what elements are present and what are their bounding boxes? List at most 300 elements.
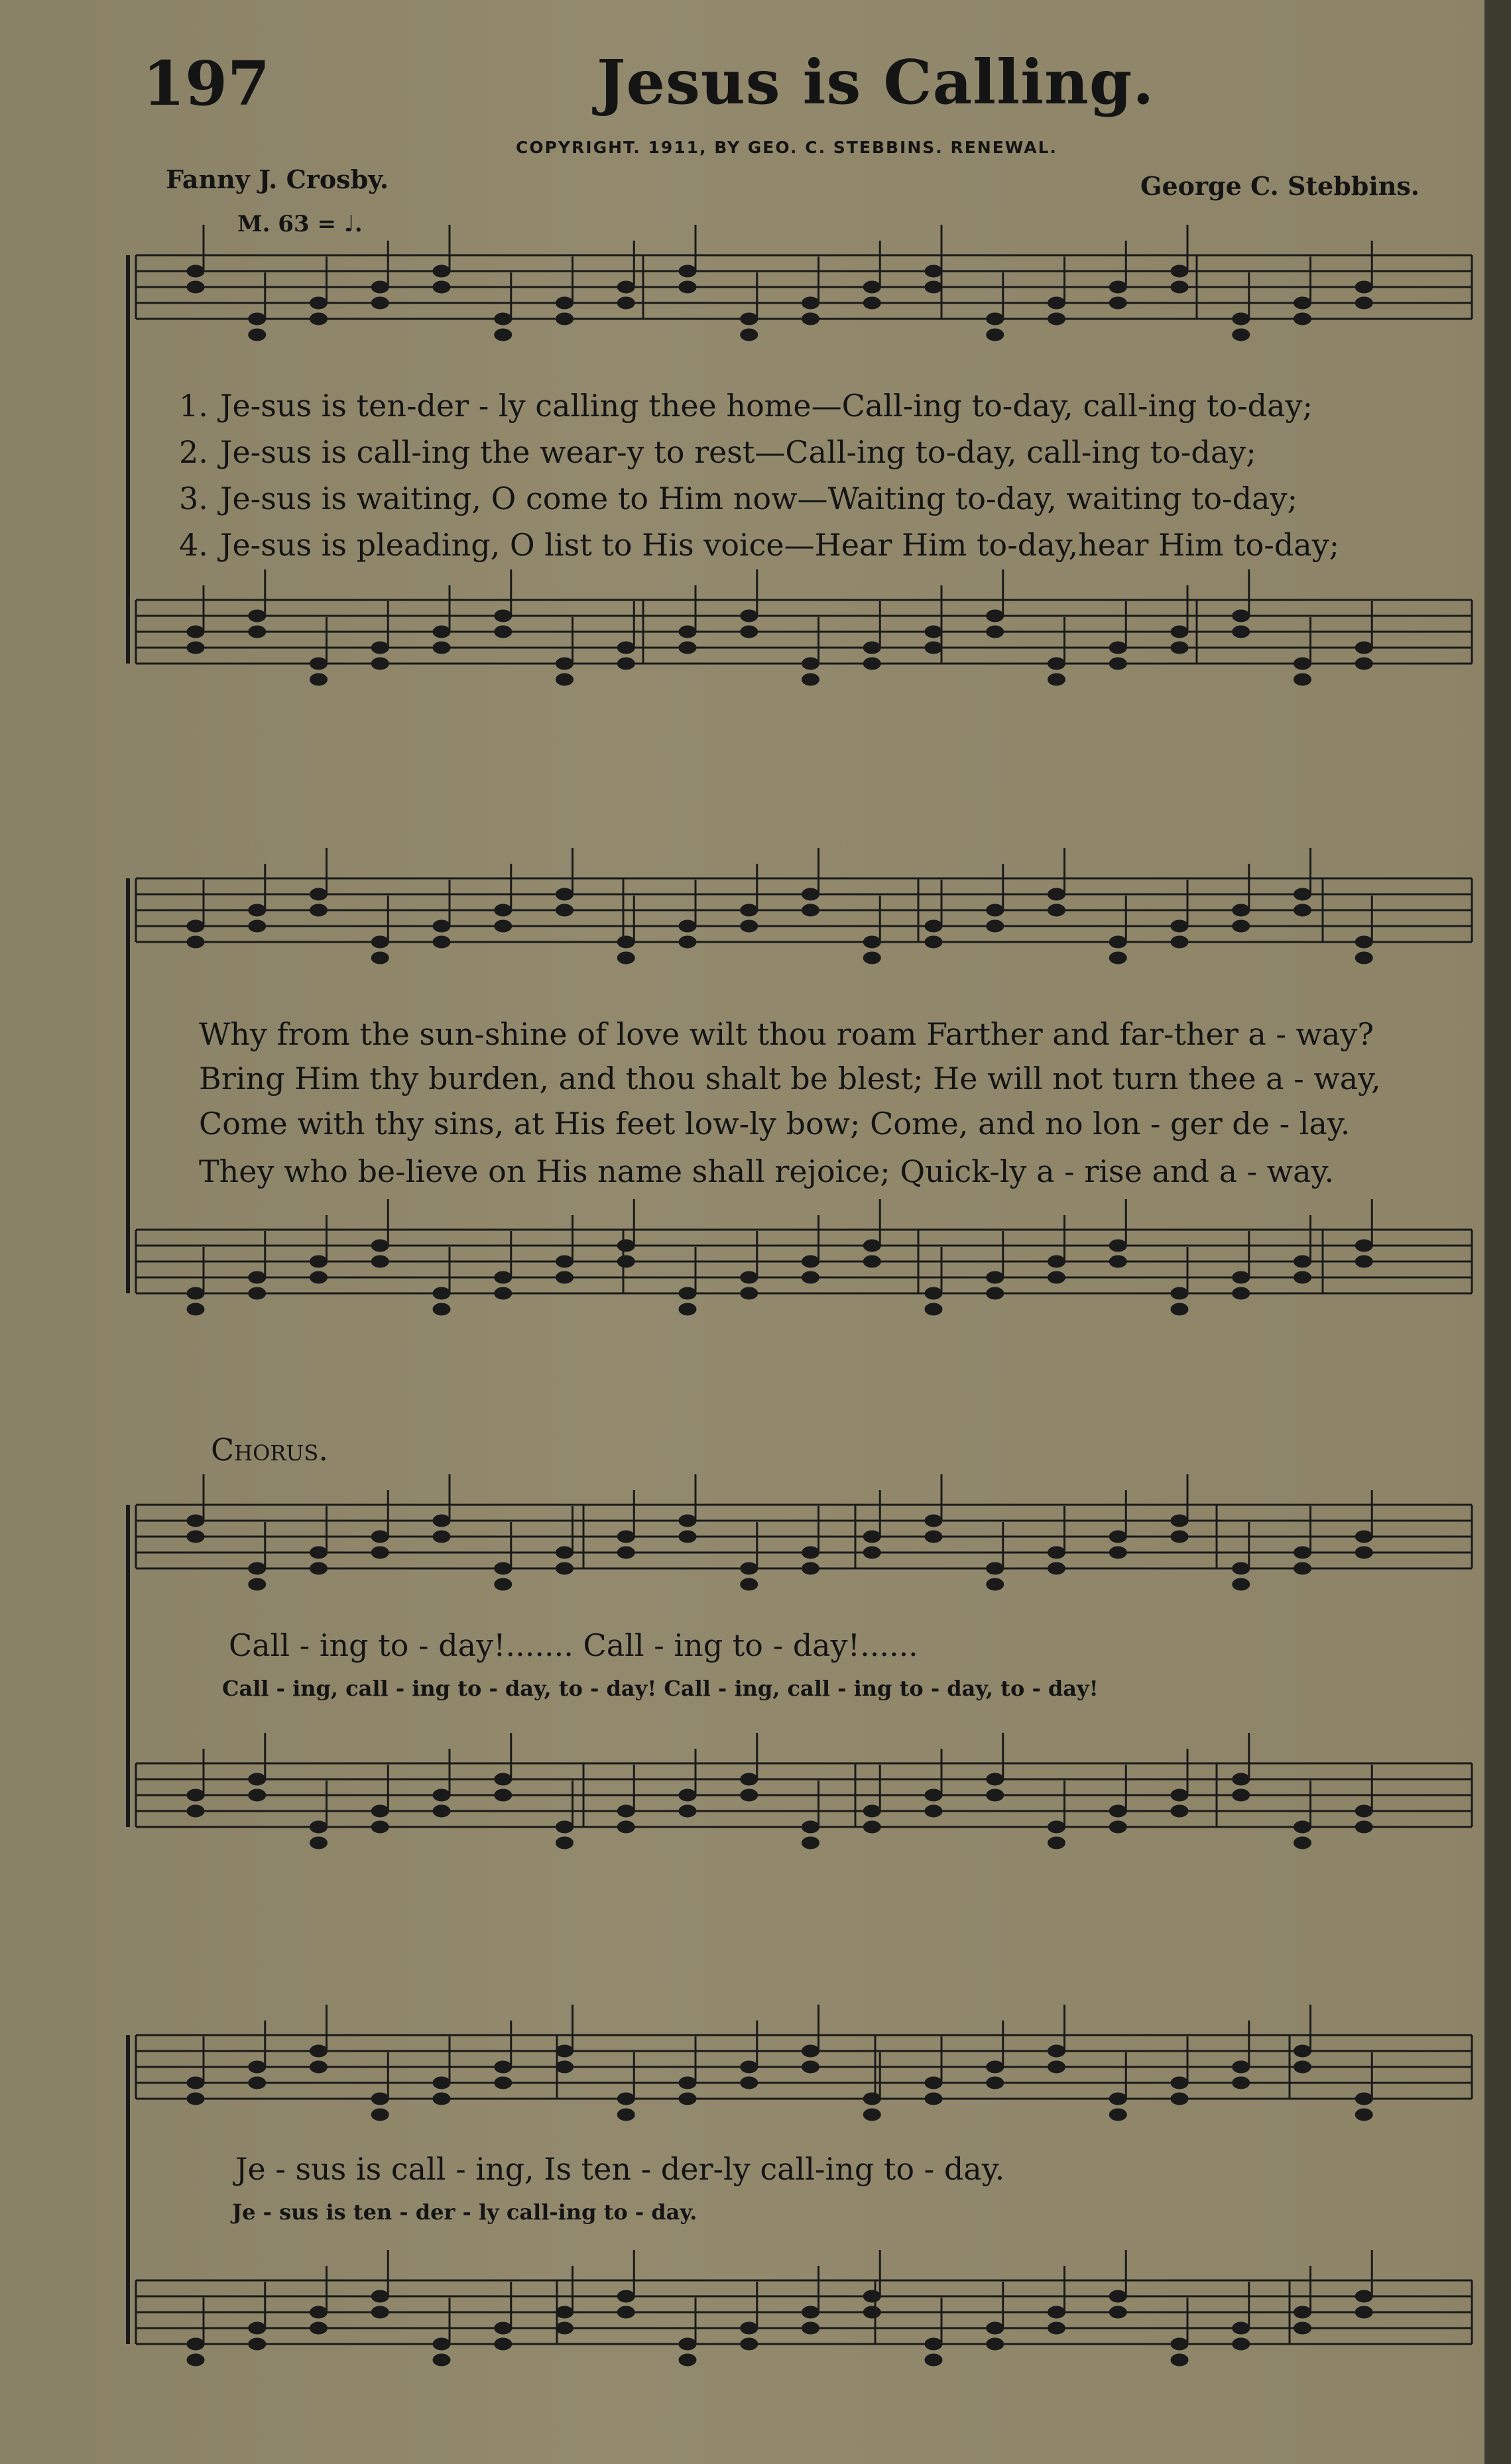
note-head bbox=[187, 1789, 204, 1801]
note-head bbox=[1233, 2061, 1250, 2073]
note-head bbox=[556, 2045, 574, 2057]
note-head bbox=[617, 1256, 635, 1267]
note-head bbox=[925, 920, 942, 932]
note-head bbox=[802, 2322, 819, 2334]
note-head bbox=[1109, 936, 1126, 948]
note-head bbox=[741, 2061, 758, 2073]
note-head bbox=[1171, 1287, 1188, 1299]
verse-text: Je-sus is call-ing the wear-y to rest—Call-ing to-day, call-ing to-day; bbox=[220, 434, 1256, 470]
verse-4-line-1 bbox=[179, 527, 1339, 563]
note-head bbox=[1171, 642, 1188, 654]
copyright-notice: COPYRIGHT. 1911, BY GEO. C. STEBBINS. RENEWAL. bbox=[516, 138, 1058, 157]
note-head bbox=[1294, 1271, 1311, 1283]
note-head bbox=[802, 1837, 819, 1849]
note-head bbox=[310, 2061, 328, 2073]
note-head bbox=[741, 2338, 758, 2350]
note-head bbox=[1355, 1531, 1372, 1543]
note-head bbox=[1355, 936, 1372, 948]
note-head bbox=[679, 1531, 696, 1543]
note-head bbox=[187, 1303, 204, 1315]
note-head bbox=[679, 2354, 696, 2366]
note-head bbox=[863, 2109, 880, 2121]
note-head bbox=[556, 2322, 574, 2334]
note-head bbox=[617, 297, 635, 309]
note-head bbox=[556, 313, 574, 325]
note-head bbox=[1355, 1805, 1372, 1817]
verse-number: 2. bbox=[179, 434, 208, 470]
note-head bbox=[741, 1562, 758, 1574]
note-head bbox=[617, 281, 635, 293]
note-head bbox=[1233, 1789, 1250, 1801]
note-head bbox=[987, 626, 1004, 638]
note-head bbox=[1233, 904, 1250, 916]
note-head bbox=[1294, 2045, 1311, 2057]
note-head bbox=[925, 281, 942, 293]
note-head bbox=[802, 1256, 819, 1267]
note-head bbox=[249, 2061, 266, 2073]
note-head bbox=[433, 920, 450, 932]
note-head bbox=[187, 1287, 204, 1299]
note-head bbox=[371, 642, 389, 654]
note-head bbox=[433, 2077, 450, 2089]
note-head bbox=[1355, 297, 1372, 309]
note-head bbox=[741, 920, 758, 932]
note-head bbox=[1171, 936, 1188, 948]
composer-credit: George C. Stebbins. bbox=[1140, 171, 1420, 201]
note-head bbox=[741, 313, 758, 325]
note-head bbox=[987, 2338, 1004, 2350]
note-head bbox=[249, 1789, 266, 1801]
note-head bbox=[249, 329, 266, 341]
note-head bbox=[802, 2306, 819, 2318]
note-head bbox=[1109, 1805, 1126, 1817]
note-head bbox=[187, 265, 204, 277]
note-head bbox=[1355, 1547, 1372, 1558]
note-head bbox=[187, 626, 204, 638]
note-head bbox=[863, 2093, 880, 2105]
note-head bbox=[925, 1303, 942, 1315]
note-head bbox=[371, 936, 389, 948]
chorus-echo-line-2: Je - sus is ten - der - ly call-ing to - day. bbox=[232, 2200, 697, 2225]
note-head bbox=[925, 642, 942, 654]
note-head bbox=[802, 2045, 819, 2057]
note-head bbox=[1109, 281, 1126, 293]
note-head bbox=[1355, 281, 1372, 293]
note-head bbox=[741, 2077, 758, 2089]
note-head bbox=[1048, 888, 1065, 900]
note-head bbox=[310, 1256, 328, 1267]
note-head bbox=[1048, 1547, 1065, 1558]
note-head bbox=[987, 1562, 1004, 1574]
note-head bbox=[987, 2077, 1004, 2089]
verse-3-line-2: Come with thy sins, at His feet low-ly bow; Come, and no lon - ger de - lay. bbox=[199, 1106, 1351, 1142]
note-head bbox=[863, 658, 880, 670]
note-head bbox=[495, 2338, 512, 2350]
note-head bbox=[371, 2093, 389, 2105]
note-head bbox=[741, 1789, 758, 1801]
note-head bbox=[1171, 2077, 1188, 2089]
note-head bbox=[1048, 1256, 1065, 1267]
note-head bbox=[802, 1547, 819, 1558]
note-head bbox=[987, 1773, 1004, 1785]
note-head bbox=[802, 888, 819, 900]
note-head bbox=[495, 1789, 512, 1801]
note-head bbox=[863, 952, 880, 964]
note-head bbox=[617, 2290, 635, 2302]
note-head bbox=[433, 281, 450, 293]
verse-number: 3. bbox=[179, 481, 208, 516]
note-head bbox=[371, 1547, 389, 1558]
note-head bbox=[310, 297, 328, 309]
note-head bbox=[617, 658, 635, 670]
verse-number: 1. bbox=[179, 388, 208, 424]
note-head bbox=[802, 1271, 819, 1283]
note-head bbox=[556, 1547, 574, 1558]
note-head bbox=[310, 1562, 328, 1574]
note-head bbox=[187, 642, 204, 654]
note-head bbox=[741, 2322, 758, 2334]
note-head bbox=[1048, 2322, 1065, 2334]
note-head bbox=[433, 265, 450, 277]
note-head bbox=[187, 1531, 204, 1543]
note-head bbox=[1171, 1789, 1188, 1801]
note-head bbox=[433, 642, 450, 654]
note-head bbox=[1233, 1773, 1250, 1785]
note-head bbox=[679, 281, 696, 293]
note-head bbox=[1048, 2045, 1065, 2057]
note-head bbox=[679, 920, 696, 932]
note-head bbox=[371, 1805, 389, 1817]
note-head bbox=[433, 1789, 450, 1801]
note-head bbox=[1048, 1562, 1065, 1574]
note-head bbox=[1048, 2306, 1065, 2318]
note-head bbox=[987, 920, 1004, 932]
note-head bbox=[1233, 2077, 1250, 2089]
note-head bbox=[1171, 2354, 1188, 2366]
note-head bbox=[987, 2061, 1004, 2073]
note-head bbox=[371, 1821, 389, 1833]
note-head bbox=[187, 2354, 204, 2366]
note-head bbox=[802, 297, 819, 309]
verse-text: Je-sus is waiting, O come to Him now—Waiting to-day, waiting to-day; bbox=[220, 481, 1298, 516]
note-head bbox=[802, 904, 819, 916]
note-head bbox=[1233, 1271, 1250, 1283]
verse-2-line-1 bbox=[179, 434, 1256, 470]
note-head bbox=[987, 1287, 1004, 1299]
note-head bbox=[1294, 1256, 1311, 1267]
note-head bbox=[495, 1578, 512, 1590]
note-head bbox=[495, 2322, 512, 2334]
note-head bbox=[1109, 2306, 1126, 2318]
lyricist-credit: Fanny J. Crosby. bbox=[166, 164, 389, 194]
note-head bbox=[1048, 1821, 1065, 1833]
note-head bbox=[249, 904, 266, 916]
note-head bbox=[617, 2109, 635, 2121]
note-head bbox=[863, 1805, 880, 1817]
note-head bbox=[1355, 1821, 1372, 1833]
note-head bbox=[433, 626, 450, 638]
note-head bbox=[863, 1547, 880, 1558]
note-head bbox=[1355, 2290, 1372, 2302]
note-head bbox=[371, 1240, 389, 1252]
note-head bbox=[925, 265, 942, 277]
note-head bbox=[1109, 952, 1126, 964]
note-head bbox=[556, 1562, 574, 1574]
note-head bbox=[863, 1256, 880, 1267]
note-head bbox=[987, 313, 1004, 325]
note-head bbox=[1171, 1303, 1188, 1315]
note-head bbox=[1294, 658, 1311, 670]
note-head bbox=[863, 1821, 880, 1833]
note-head bbox=[1048, 297, 1065, 309]
note-head bbox=[1233, 2322, 1250, 2334]
note-head bbox=[987, 2322, 1004, 2334]
note-head bbox=[1048, 2061, 1065, 2073]
note-head bbox=[187, 281, 204, 293]
note-head bbox=[925, 2093, 942, 2105]
note-head bbox=[1048, 674, 1065, 685]
note-head bbox=[371, 952, 389, 964]
note-head bbox=[1233, 1578, 1250, 1590]
note-head bbox=[987, 904, 1004, 916]
note-head bbox=[617, 2306, 635, 2318]
note-head bbox=[495, 610, 512, 622]
note-head bbox=[925, 1805, 942, 1817]
note-head bbox=[987, 1578, 1004, 1590]
note-head bbox=[802, 2061, 819, 2073]
note-head bbox=[925, 1531, 942, 1543]
note-head bbox=[249, 1773, 266, 1785]
note-head bbox=[433, 2093, 450, 2105]
note-head bbox=[1109, 2093, 1126, 2105]
note-head bbox=[863, 642, 880, 654]
note-head bbox=[679, 1303, 696, 1315]
note-head bbox=[433, 1531, 450, 1543]
verse-2-line-2: Bring Him thy burden, and thou shalt be blest; He will not turn thee a - way, bbox=[199, 1061, 1381, 1096]
note-head bbox=[741, 904, 758, 916]
tempo-marking: M. 63 = ♩. bbox=[237, 211, 363, 237]
note-head bbox=[1294, 1562, 1311, 1574]
note-head bbox=[556, 658, 574, 670]
note-head bbox=[495, 329, 512, 341]
note-head bbox=[1355, 2093, 1372, 2105]
note-head bbox=[1355, 642, 1372, 654]
note-head bbox=[925, 2338, 942, 2350]
note-head bbox=[1171, 920, 1188, 932]
note-head bbox=[1171, 281, 1188, 293]
note-head bbox=[433, 1515, 450, 1527]
note-head bbox=[1294, 2322, 1311, 2334]
verse-1-line-1 bbox=[179, 388, 1313, 424]
verse-4-line-2: They who be-lieve on His name shall rejoice; Quick-ly a - rise and a - way. bbox=[199, 1153, 1335, 1189]
note-head bbox=[679, 626, 696, 638]
note-head bbox=[741, 329, 758, 341]
note-head bbox=[1109, 297, 1126, 309]
note-head bbox=[1294, 2061, 1311, 2073]
note-head bbox=[1171, 626, 1188, 638]
note-head bbox=[863, 297, 880, 309]
hymn-number: 197 bbox=[143, 48, 271, 119]
note-head bbox=[863, 2290, 880, 2302]
note-head bbox=[679, 2338, 696, 2350]
verse-text: Je-sus is ten-der - ly calling thee home—Call-ing to-day, call-ing to-day; bbox=[220, 388, 1313, 424]
note-head bbox=[1233, 2338, 1250, 2350]
note-head bbox=[617, 1531, 635, 1543]
note-head bbox=[556, 297, 574, 309]
note-head bbox=[679, 1805, 696, 1817]
note-head bbox=[371, 297, 389, 309]
verse-3-line-1 bbox=[179, 481, 1298, 516]
note-head bbox=[987, 1789, 1004, 1801]
note-head bbox=[741, 1287, 758, 1299]
note-head bbox=[1294, 313, 1311, 325]
note-head bbox=[617, 1805, 635, 1817]
note-head bbox=[1233, 313, 1250, 325]
note-head bbox=[187, 1515, 204, 1527]
note-head bbox=[310, 1837, 328, 1849]
note-head bbox=[495, 920, 512, 932]
note-head bbox=[987, 610, 1004, 622]
note-head bbox=[433, 2338, 450, 2350]
note-head bbox=[371, 1531, 389, 1543]
note-head bbox=[495, 1287, 512, 1299]
note-head bbox=[1109, 642, 1126, 654]
note-head bbox=[556, 1271, 574, 1283]
note-head bbox=[310, 2045, 328, 2057]
note-head bbox=[495, 626, 512, 638]
note-head bbox=[617, 936, 635, 948]
note-head bbox=[863, 936, 880, 948]
note-head bbox=[556, 1837, 574, 1849]
note-head bbox=[249, 2322, 266, 2334]
note-head bbox=[249, 626, 266, 638]
note-head bbox=[863, 1240, 880, 1252]
note-head bbox=[1171, 1531, 1188, 1543]
note-head bbox=[1171, 2093, 1188, 2105]
note-head bbox=[1355, 1240, 1372, 1252]
note-head bbox=[187, 920, 204, 932]
note-head bbox=[371, 658, 389, 670]
note-head bbox=[495, 904, 512, 916]
note-head bbox=[371, 2109, 389, 2121]
note-head bbox=[741, 1578, 758, 1590]
note-head bbox=[249, 1562, 266, 1574]
note-head bbox=[1233, 329, 1250, 341]
note-head bbox=[1355, 2109, 1372, 2121]
note-head bbox=[617, 1547, 635, 1558]
note-head bbox=[1233, 1287, 1250, 1299]
note-head bbox=[556, 888, 574, 900]
note-head bbox=[187, 2338, 204, 2350]
note-head bbox=[1048, 904, 1065, 916]
note-head bbox=[556, 904, 574, 916]
note-head bbox=[1233, 1562, 1250, 1574]
note-head bbox=[802, 1562, 819, 1574]
note-head bbox=[249, 920, 266, 932]
note-head bbox=[1109, 1256, 1126, 1267]
note-head bbox=[617, 642, 635, 654]
note-head bbox=[1171, 1515, 1188, 1527]
note-head bbox=[617, 2093, 635, 2105]
note-head bbox=[556, 674, 574, 685]
note-head bbox=[249, 1271, 266, 1283]
note-head bbox=[310, 2322, 328, 2334]
note-head bbox=[371, 1256, 389, 1267]
note-head bbox=[741, 1773, 758, 1785]
note-head bbox=[1355, 2306, 1372, 2318]
note-head bbox=[925, 936, 942, 948]
note-head bbox=[1355, 658, 1372, 670]
note-head bbox=[802, 313, 819, 325]
note-head bbox=[1233, 610, 1250, 622]
note-head bbox=[371, 2290, 389, 2302]
note-head bbox=[556, 2306, 574, 2318]
note-head bbox=[495, 2061, 512, 2073]
note-head bbox=[187, 1805, 204, 1817]
note-head bbox=[1294, 904, 1311, 916]
note-head bbox=[679, 1789, 696, 1801]
note-head bbox=[310, 1547, 328, 1558]
note-head bbox=[741, 610, 758, 622]
note-head bbox=[1233, 920, 1250, 932]
note-head bbox=[1294, 1547, 1311, 1558]
note-head bbox=[1048, 313, 1065, 325]
note-head bbox=[433, 1805, 450, 1817]
note-head bbox=[249, 610, 266, 622]
note-head bbox=[1048, 1271, 1065, 1283]
note-head bbox=[249, 313, 266, 325]
note-head bbox=[679, 1287, 696, 1299]
note-head bbox=[863, 2306, 880, 2318]
note-head bbox=[1109, 2109, 1126, 2121]
note-head bbox=[1294, 2306, 1311, 2318]
note-head bbox=[741, 1271, 758, 1283]
note-head bbox=[433, 936, 450, 948]
note-head bbox=[679, 936, 696, 948]
note-head bbox=[1294, 1837, 1311, 1849]
note-head bbox=[802, 1821, 819, 1833]
note-head bbox=[1109, 1821, 1126, 1833]
note-head bbox=[1171, 2338, 1188, 2350]
note-head bbox=[187, 2093, 204, 2105]
note-head bbox=[1109, 1240, 1126, 1252]
note-head bbox=[987, 329, 1004, 341]
note-head bbox=[187, 936, 204, 948]
note-head bbox=[249, 1287, 266, 1299]
note-head bbox=[495, 1773, 512, 1785]
note-head bbox=[1171, 1805, 1188, 1817]
note-head bbox=[679, 265, 696, 277]
chorus-echo-line-1: Call - ing, call - ing to - day, to - day! Call - ing, call - ing to - day, to - day! bbox=[222, 1676, 1099, 1701]
note-head bbox=[925, 2354, 942, 2366]
note-head bbox=[433, 1287, 450, 1299]
note-head bbox=[310, 2306, 328, 2318]
note-head bbox=[1109, 2290, 1126, 2302]
note-head bbox=[310, 313, 328, 325]
verse-text: Je-sus is pleading, O list to His voice—Hear Him to-day,hear Him to-day; bbox=[220, 527, 1340, 563]
note-head bbox=[556, 1256, 574, 1267]
note-head bbox=[433, 2354, 450, 2366]
note-head bbox=[617, 1240, 635, 1252]
note-head bbox=[495, 2077, 512, 2089]
chorus-line-1: Call - ing to - day!....... Call - ing to - day!...... bbox=[229, 1627, 918, 1663]
note-head bbox=[249, 2077, 266, 2089]
note-head bbox=[741, 626, 758, 638]
note-head bbox=[310, 658, 328, 670]
note-head bbox=[617, 952, 635, 964]
note-head bbox=[1109, 1547, 1126, 1558]
note-head bbox=[187, 2077, 204, 2089]
